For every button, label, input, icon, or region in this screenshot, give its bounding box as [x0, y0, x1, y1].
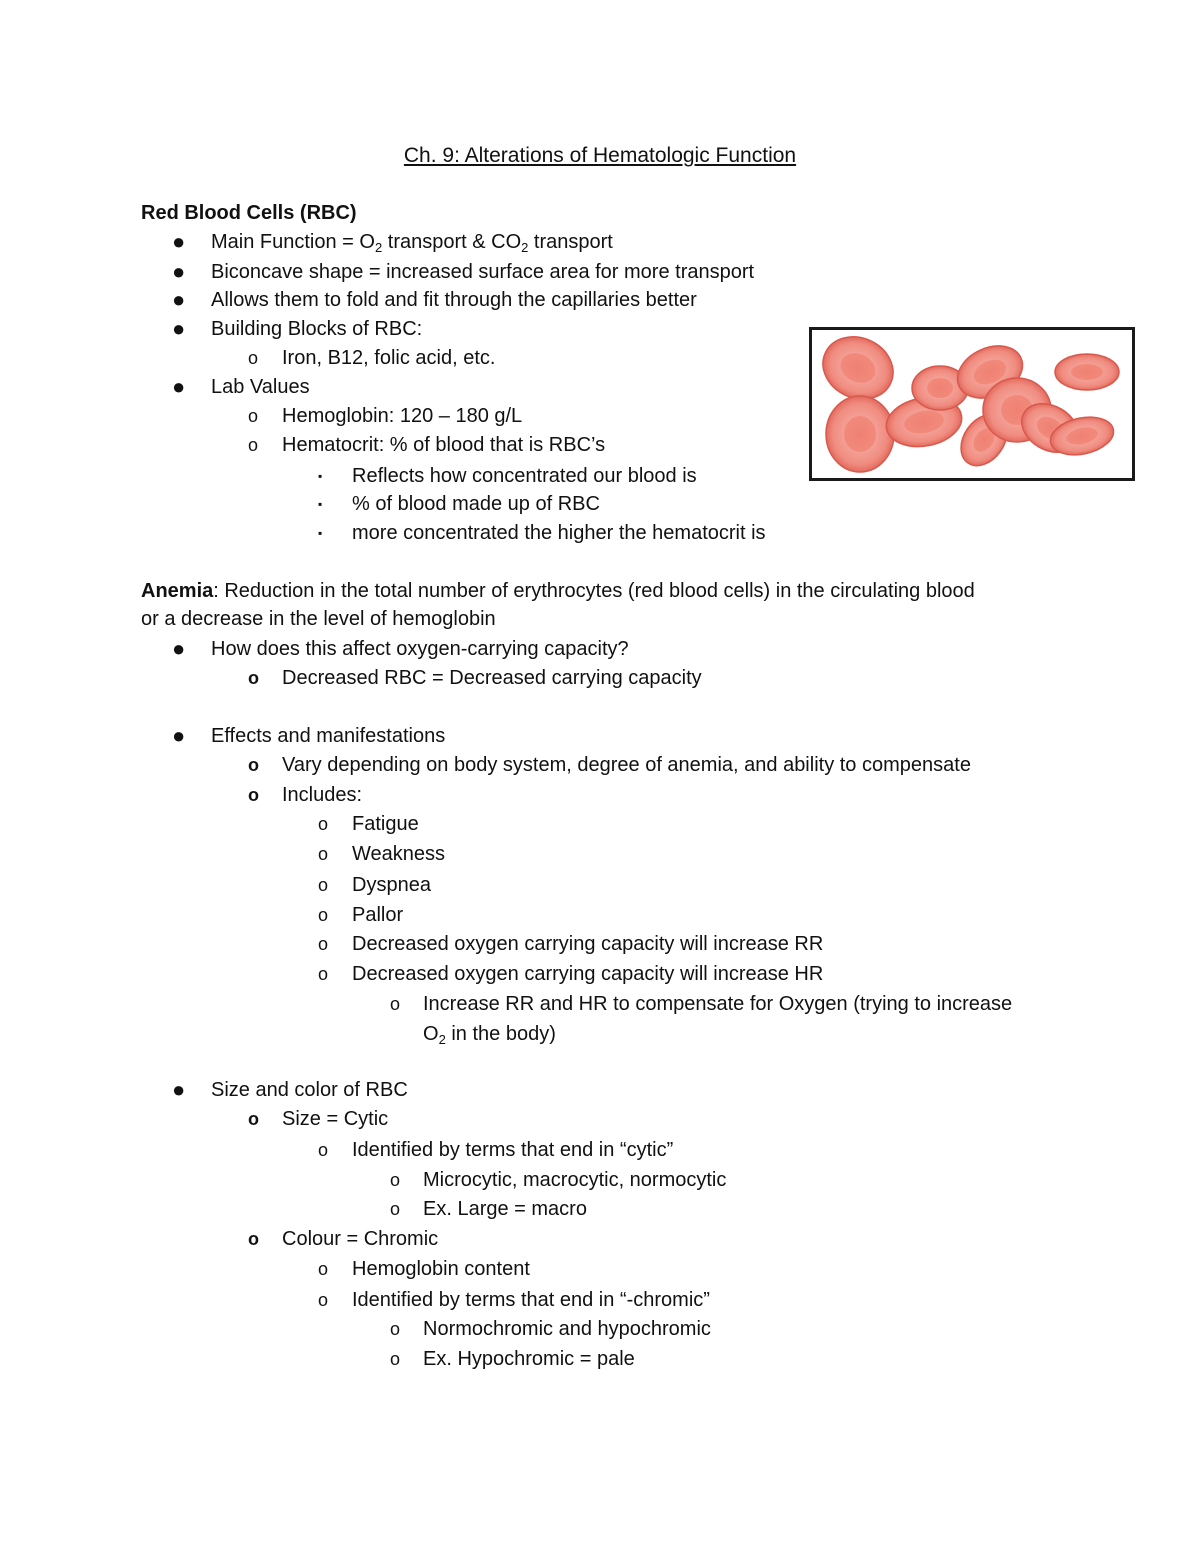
colour-ident-line: Identified by terms that end in “-chromic” [352, 1289, 710, 1311]
bold-circle-marker: o [248, 668, 259, 688]
hct-note: more concentrated the higher the hematocrit is [352, 522, 766, 544]
circle-marker: o [390, 1319, 401, 1339]
rbc-heading: Red Blood Cells (RBC) [141, 202, 357, 224]
circle-marker: o [318, 844, 329, 864]
square-marker: ▪ [318, 497, 323, 511]
circle-marker: o [318, 1259, 329, 1279]
red-blood-cell [1055, 354, 1119, 390]
hemoglobin-line: Hemoglobin: 120 – 180 g/L [282, 405, 523, 427]
main-function-line: Main Function = $O_2$ transport & $CO_2$ transport [211, 231, 613, 255]
circle-marker: o [318, 934, 329, 954]
circle-marker: o [318, 905, 329, 925]
circle-marker: o [318, 814, 329, 834]
oxygen-question: How does this affect oxygen-carrying capacity? [211, 638, 629, 660]
symptom-item: Decreased oxygen carrying capacity will increase RR [352, 933, 824, 955]
symptom-item: Pallor [352, 904, 404, 926]
colour-line: Colour = Chromic [282, 1228, 439, 1250]
vary-line: Vary depending on body system, degree of anemia, and ability to compensate [282, 754, 971, 776]
bullet-marker: ● [172, 374, 186, 399]
bullet-marker: ● [172, 723, 186, 748]
circle-marker: o [248, 348, 259, 368]
size-color-heading: Size and color of RBC [211, 1079, 408, 1101]
colour-example-line: Ex. Hypochromic = pale [423, 1348, 635, 1370]
oxygen-answer: Decreased RBC = Decreased carrying capacity [282, 667, 702, 689]
bullet-marker: ● [172, 316, 186, 341]
circle-marker: o [318, 875, 329, 895]
hematocrit-line: Hematocrit: % of blood that is RBC’s [282, 434, 606, 456]
circle-marker: o [390, 1199, 401, 1219]
bullet-marker: ● [172, 636, 186, 661]
colour-terms-line: Normochromic and hypochromic [423, 1318, 711, 1340]
size-line: Size = Cytic [282, 1108, 389, 1130]
size-example-line: Ex. Large = macro [423, 1198, 587, 1220]
bullet-marker: ● [172, 259, 186, 284]
bold-circle-marker: o [248, 1229, 259, 1249]
circle-marker: o [248, 435, 259, 455]
hct-note: Reflects how concentrated our blood is [352, 465, 697, 487]
red-blood-cell [826, 396, 894, 472]
circle-marker: o [318, 1140, 329, 1160]
fold-line: Allows them to fold and fit through the capillaries better [211, 289, 697, 311]
square-marker: ▪ [318, 469, 323, 483]
circle-marker: o [318, 1290, 329, 1310]
symptom-item: Weakness [352, 843, 446, 865]
hgb-content-line: Hemoglobin content [352, 1258, 530, 1280]
building-blocks-items: Iron, B12, folic acid, etc. [282, 347, 496, 369]
includes-line: Includes: [282, 784, 363, 806]
rbc-illustration [809, 327, 1135, 481]
symptom-item: Fatigue [352, 813, 419, 835]
symptom-item: Decreased oxygen carrying capacity will increase HR [352, 963, 824, 985]
bold-circle-marker: o [248, 785, 259, 805]
compensate-line-1: Increase RR and HR to compensate for Oxygen (trying to increase [423, 993, 1013, 1015]
circle-marker: o [248, 406, 259, 426]
anemia-definition-line-1: Anemia: Reduction in the total number of erythrocytes (red blood cells) in the circulating blood [141, 580, 975, 602]
effects-line: Effects and manifestations [211, 725, 446, 747]
hct-note: % of blood made up of RBC [352, 493, 600, 515]
circle-marker: o [390, 1170, 401, 1190]
page-title: Ch. 9: Alterations of Hematologic Function [403, 144, 797, 167]
red-blood-cells-image [812, 330, 1132, 478]
bold-circle-marker: o [248, 1109, 259, 1129]
bullet-marker: ● [172, 229, 186, 254]
bullet-marker: ● [172, 1077, 186, 1102]
compensate-line-2: $O_2$ in the body) [423, 1023, 556, 1047]
circle-marker: o [318, 964, 329, 984]
lab-values-line: Lab Values [211, 376, 310, 398]
size-terms-line: Microcytic, macrocytic, normocytic [423, 1169, 727, 1191]
square-marker: ▪ [318, 526, 323, 540]
biconcave-line: Biconcave shape = increased surface area for more transport [211, 261, 755, 283]
symptom-item: Dyspnea [352, 874, 431, 896]
building-blocks-line: Building Blocks of RBC: [211, 318, 423, 340]
bold-circle-marker: o [248, 755, 259, 775]
size-ident-line: Identified by terms that end in “cytic” [352, 1139, 674, 1161]
bullet-marker: ● [172, 287, 186, 312]
circle-marker: o [390, 1349, 401, 1369]
circle-marker: o [390, 994, 401, 1014]
anemia-definition-line-2: or a decrease in the level of hemoglobin [141, 608, 496, 630]
